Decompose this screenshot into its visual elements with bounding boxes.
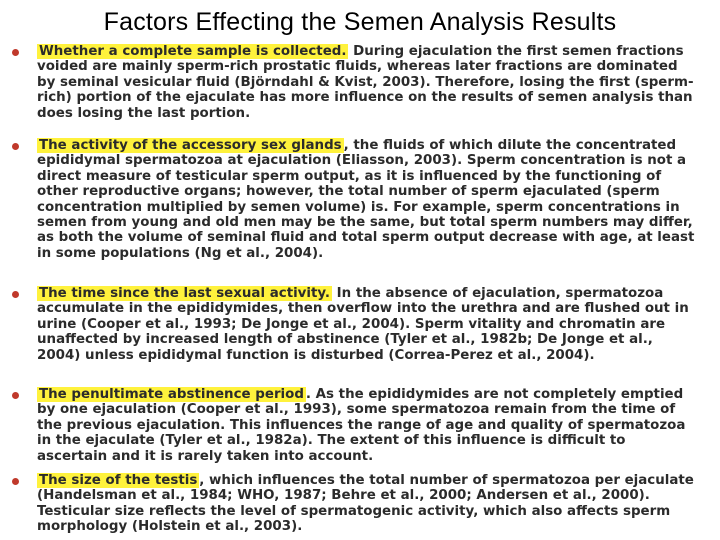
bullet-icon (12, 478, 19, 485)
bullet-icon (12, 49, 19, 56)
paragraph (37, 286, 697, 363)
highlighted-heading: The penultimate abstinence period (39, 387, 304, 402)
bullet-icon (12, 291, 19, 298)
paragraph-text: . As the epididymides are not completely emptied by one ejaculation (Cooper et al., 1993), some spermatozoa remain from the time of the previous ejaculation. This influences the range of age and quality of spermatozoa in the ejaculate (Tyler et al., 1982a). The extent of this influence is difficult to ascertain and it is rarely taken into account. (37, 387, 686, 464)
highlighted-heading: The size of the testis (39, 473, 198, 488)
highlighted-heading: The activity of the accessory sex glands (39, 138, 342, 153)
paragraph (37, 44, 697, 121)
paragraph-text: During ejaculation the first semen fractions voided are mainly sperm-rich prostatic fluids, whereas later fractions are dominated by seminal vesicular fluid (Björndahl & Kvist, 2003). Therefore, losing the first (sperm-rich) portion of the ejaculate has more influence on the results of semen analysis than does losing the last portion. (37, 44, 694, 121)
bullet-icon (12, 143, 19, 150)
page-title: Factors Effecting the Semen Analysis Results (103, 8, 617, 36)
paragraph-text: , which influences the total number of spermatozoa per ejaculate (Handelsman et al., 1984; WHO, 1987; Behre et al., 2000; Andersen et al., 2000). Testicular size reflects the level of spermatogenic activity, which also affects sperm morphology (Holstein et al., 2003). (37, 473, 694, 535)
paragraph (37, 138, 697, 261)
paragraph-text: , the fluids of which dilute the concentrated epididymal spermatozoa at ejaculation (Eliasson, 2003). Sperm concentration is not a direct measure of testicular sperm output, as it is influenced by the functioning of other reproductive organs; however, the total number of sperm ejaculated (sperm concentration multiplied by semen volume) is. For example, sperm concentrations in semen from young and old men may be the same, but total sperm numbers may differ, as both the volume of seminal fluid and total sperm output decrease with age, at least in some populations (Ng et al., 2004). (37, 138, 695, 261)
highlighted-heading: The time since the last sexual activity. (39, 286, 330, 301)
paragraph (37, 473, 697, 535)
bullet-icon (12, 392, 19, 399)
paragraph-text: In the absence of ejaculation, spermatozoa accumulate in the epididymides, then overflow into the urethra and are flushed out in urine (Cooper et al., 1993; De Jonge et al., 2004). Sperm vitality and chromatin are unaffected by increased length of abstinence (Tyler et al., 1982b; De Jonge et al., 2004) unless epididymal function is disturbed (Correa-Perez et al., 2004). (37, 286, 689, 363)
paragraph (37, 387, 697, 464)
highlighted-heading: Whether a complete sample is collected. (39, 44, 347, 59)
